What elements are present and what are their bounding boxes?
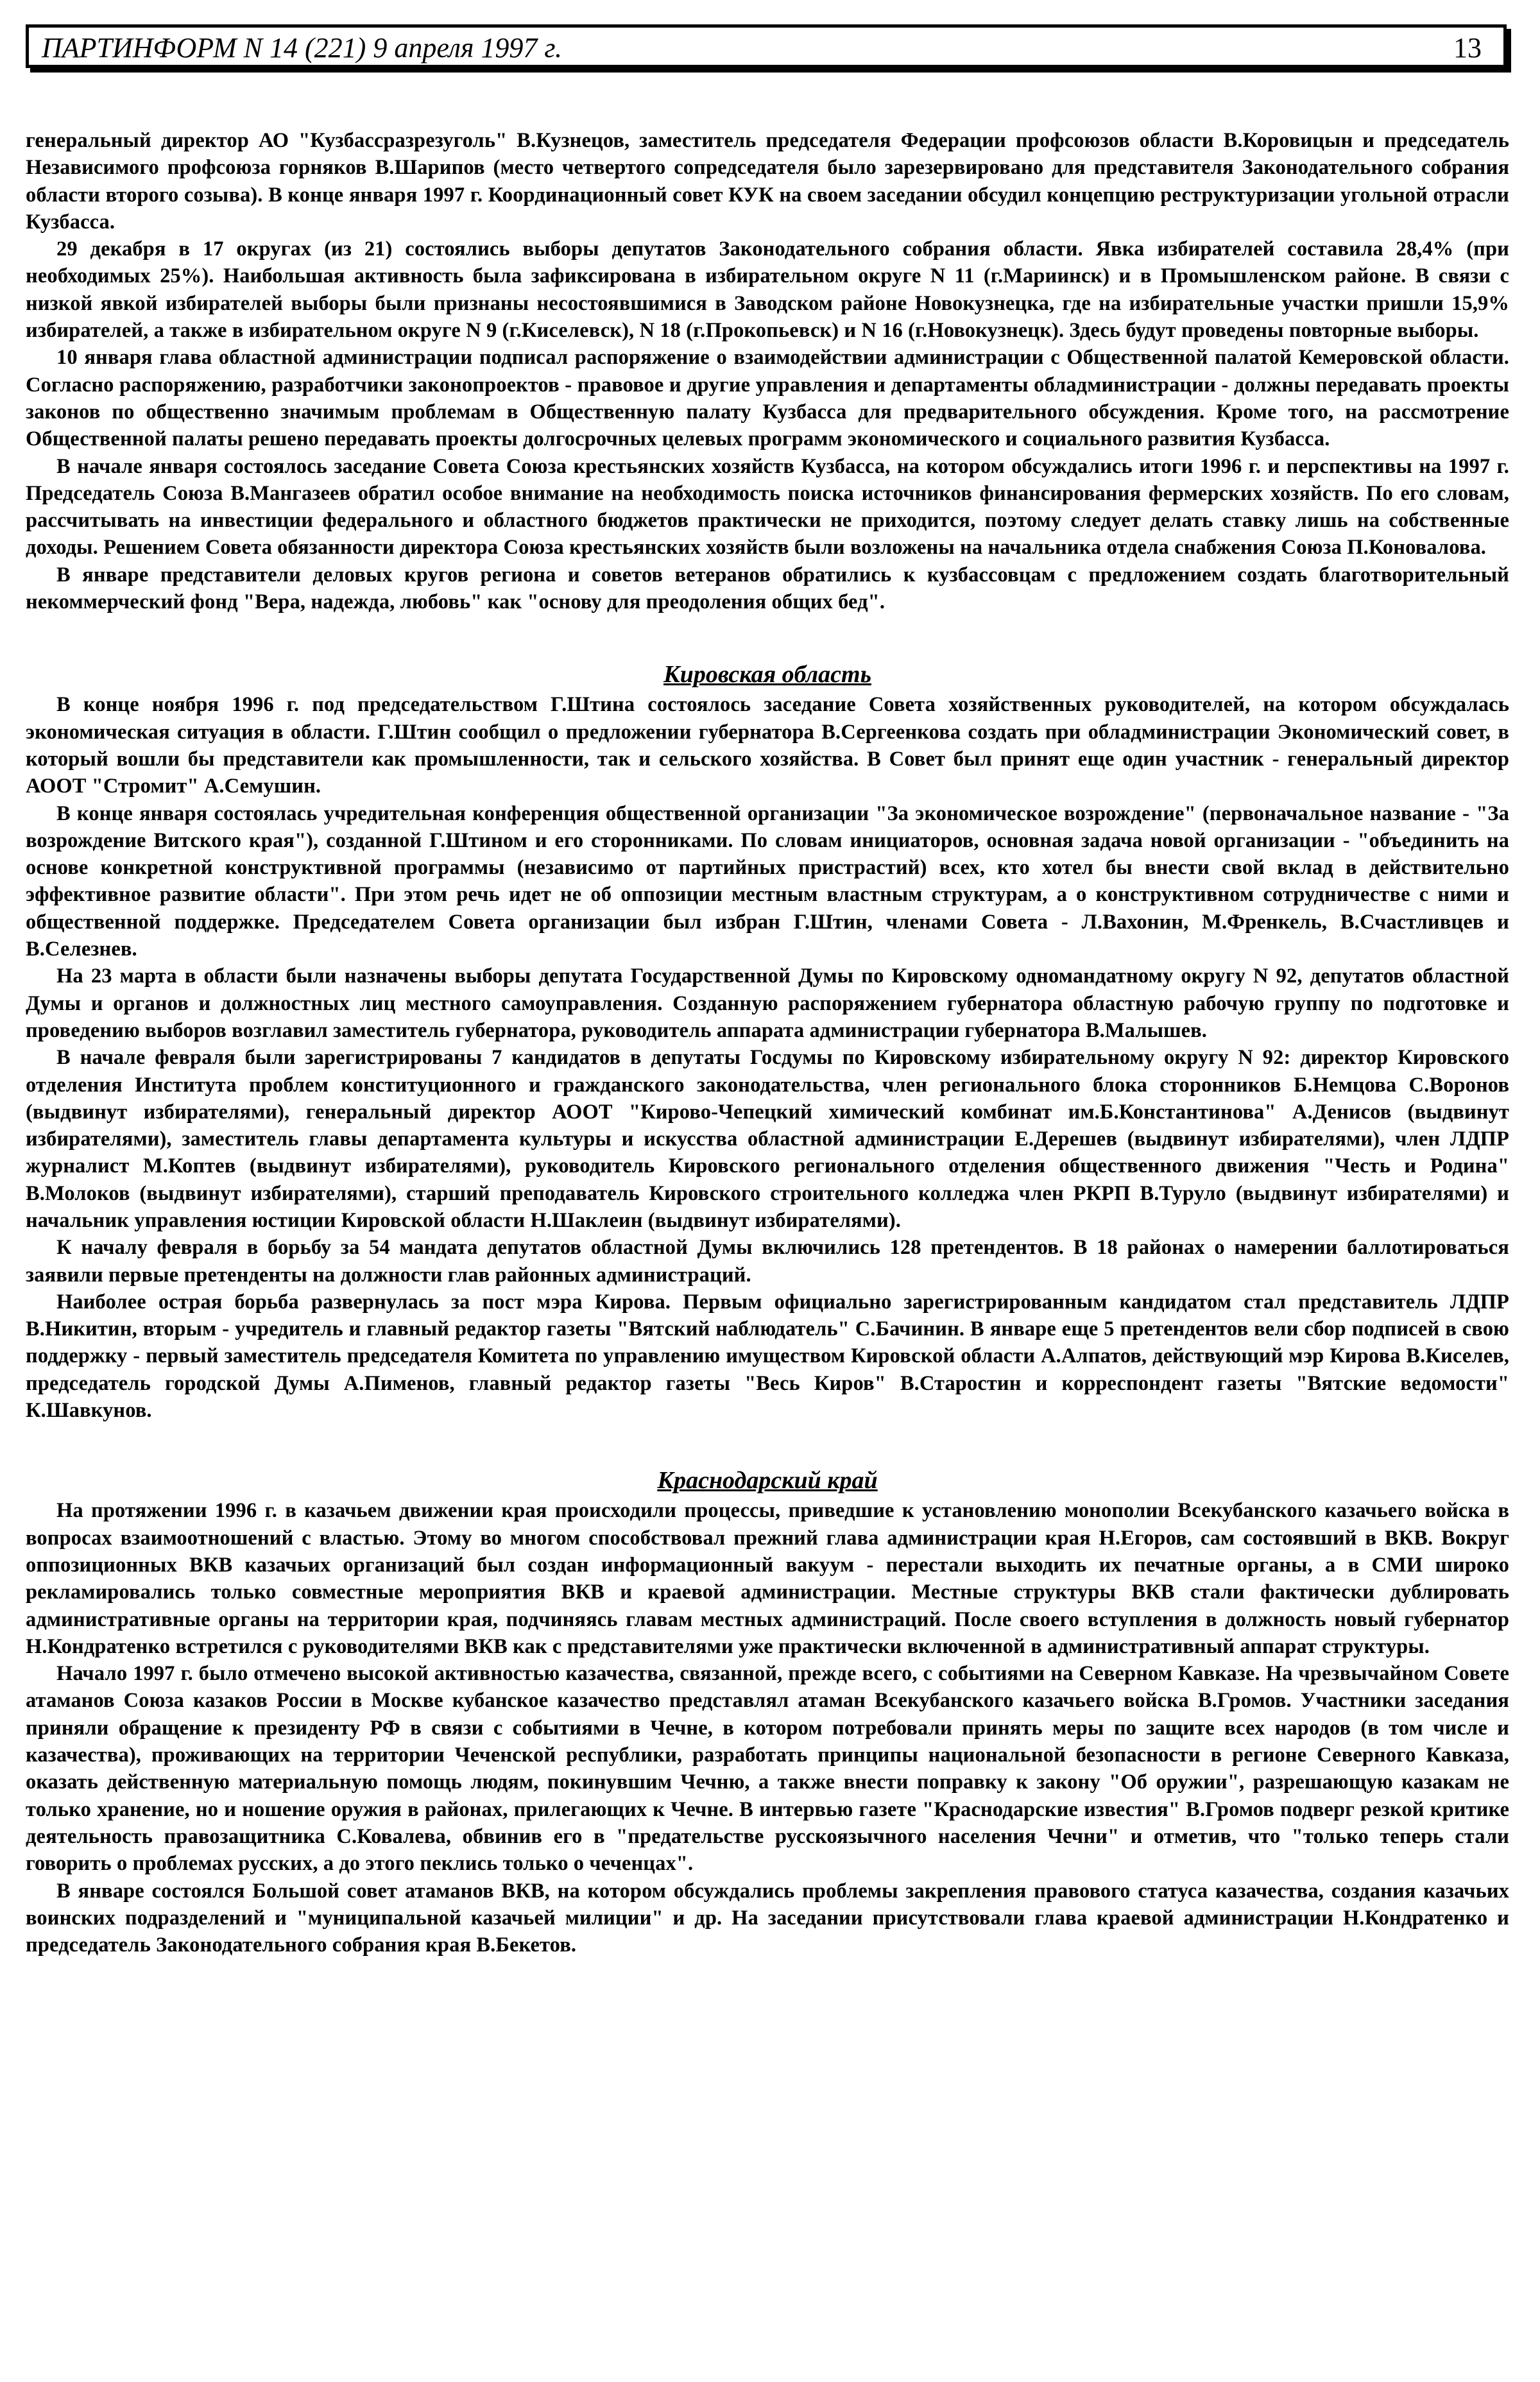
paragraph: В конце января состоялась учредительная конференция общественной организации "За экономическое возрождение" (первоначальное название - "За возрождение Витского края"), созданной Г.Штином и его сторонниками. По словам инициаторов, основная задача новой организации - "объединить на основе конкретной конструктивной программы (независимо от партийных пристрастий) всех, кто хотел бы внести свой вклад в действительно эффективное развитие области". При этом речь идет не об оппозиции местным властным структурам, а о конструктивном сотрудничестве с ними и общественной поддержке. Председателем Совета организации был избран Г.Штин, членами Совета - Л.Вахонин, М.Френкель, В.Счастливцев и В.Селезнев. [26, 801, 1509, 961]
page-number: 13 [1453, 32, 1482, 64]
section-heading-krasnodar: Краснодарский край [657, 1467, 878, 1495]
paragraph: На 23 марта в области были назначены выборы депутата Государственной Думы по Кировскому одномандатному округу N 92, депутатов областной Думы и органов и должностных лиц местного самоуправления. Созданную распоряжением губернатора областную рабочую группу по подготовке и проведению выборов возглавил заместитель губернатора, руководитель аппарата администрации губернатора В.Малышев. [26, 964, 1509, 1042]
paragraph: 10 января глава областной администрации подписал распоряжение о взаимодействии администрации с Общественной палатой Кемеровской области. Согласно распоряжению, разработчики законопроектов - правовое и другие управления и департаменты обладминистрации - должны передавать проекты законов по общественно значимым проблемам в Общественную палату Кузбасса для предварительного обсуждения. Кроме того, на рассмотрение Общественной палаты решено передавать проекты долгосрочных целевых программ экономического и социального развития Кузбасса. [26, 346, 1509, 451]
paragraph: генеральный директор АО "Кузбассразрезуголь" В.Кузнецов, заместитель председателя Федерации профсоюзов области В.Коровицын и председатель Независимого профсоюза горняков В.Шарипов (место четвертого сопредседателя было зарезервировано для представителя Законодательного собрания области второго созыва). В конце января 1997 г. Координационный совет КУК на своем заседании обсудил концепцию реструктуризации угольной отрасли Кузбасса. [26, 129, 1509, 234]
paragraph: К началу февраля в борьбу за 54 мандата депутатов областной Думы включились 128 претендентов. В 18 районах о намерении баллотироваться заявили первые претенденты на должности глав районных администраций. [26, 1236, 1509, 1287]
paragraph: В начале февраля были зарегистрированы 7 кандидатов в депутаты Госдумы по Кировскому избирательному округу N 92: директор Кировского отделения Института проблем конституционного и гражданского законодательства, член регионального блока сторонников Б.Немцова С.Воронов (выдвинут избирателями), генеральный директор АООТ "Кирово-Чепецкий химический комбинат им.Б.Константинова" А.Денисов (выдвинут избирателями), заместитель главы департамента культуры и искусства областной администрации Е.Дерешев (выдвинут избирателями), член ЛДПР журналист М.Коптев (выдвинут избирателями), руководитель Кировского регионального отделения общественного движения "Честь и Родина" В.Молоков (выдвинут избирателями), старший преподаватель Кировского строительного колледжа член РКРП В.Туруло (выдвинут избирателями) и начальник управления юстиции Кировской области Н.Шаклеин (выдвинут избирателями). [26, 1046, 1509, 1232]
publication-title: ПАРТИНФОРМ N 14 (221) 9 апреля 1997 г. [42, 32, 562, 64]
article-body [26, 127, 1509, 1958]
paragraph: В начале января состоялось заседание Совета Союза крестьянских хозяйств Кузбасса, на котором обсуждались итоги 1996 г. и перспективы на 1997 г. Председатель Союза В.Мангазеев обратил особое внимание на необходимость поиска источников финансирования фермерских хозяйств. По его словам, рассчитывать на инвестиции федерального и областного бюджетов практически не приходится, поэтому следует делать ставку лишь на собственные доходы. Решением Совета обязанности директора Союза крестьянских хозяйств были возложены на начальника отдела снабжения Союза П.Коновалова. [26, 454, 1509, 560]
paragraph: Начало 1997 г. было отмечено высокой активностью казачества, связанной, прежде всего, с событиями на Северном Кавказе. На чрезвычайном Совете атаманов Союза казаков России в Москве кубанское казачество представлял атаман Всекубанского казачьего войска В.Громов. Участники заседания приняли обращение к президенту РФ в связи с событиями в Чечне, в котором потребовали принять меры по защите всех народов (в том числе и казачества), проживающих на территории Чеченской республики, разработать принципы национальной безопасности в регионе Северного Кавказа, оказать действенную материальную помощь людям, покинувшим Чечню, а также внести поправку к закону "Об оружии", разрешающую казакам не только хранение, но и ношение оружия в районах, прилегающих к Чечне. В интервью газете "Краснодарские известия" В.Громов подверг резкой критике деятельность правозащитника С.Ковалева, обвинив его в "предательстве русскоязычного населения Чечни" и отметив, что "только теперь стали говорить о проблемах русских, а до этого пеклись только о чеченцах". [26, 1662, 1509, 1876]
paragraph: Наиболее острая борьба развернулась за пост мэра Кирова. Первым официально зарегистрированным кандидатом стал представитель ЛДПР В.Никитин, вторым - учредитель и главный редактор газеты "Вятский наблюдатель" С.Бачинин. В январе еще 5 претендентов вели сбор подписей в свою поддержку - первый заместитель председателя Комитета по управлению имуществом Кировской области А.Алпатов, действующий мэр Кирова В.Киселев, председатель городской Думы А.Пименов, главный редактор газеты "Весь Киров" В.Старостин и корреспондент газеты "Вятские ведомости" К.Шавкунов. [26, 1290, 1509, 1423]
paragraph: На протяжении 1996 г. в казачьем движении края происходили процессы, приведшие к установлению монополии Всекубанского казачьего войска в вопросах взаимоотношений с властью. Этому во многом способствовал прежний глава администрации края Н.Егоров, сам состоявший в ВКВ. Вокруг оппозиционных ВКВ казачьих организаций был создан информационный вакуум - перестали выходить их печатные органы, а в СМИ широко рекламировались только совместные мероприятия ВКВ и краевой администрации. Местные структуры ВКВ стали фактически дублировать административные органы на территории края, подчиняясь главам местных администраций. После своего вступления в должность новый губернатор Н.Кондратенко встретился с руководителями ВКВ как с представителями уже практически включенной в административный аппарат структуры. [26, 1499, 1509, 1658]
paragraph: В январе состоялся Большой совет атаманов ВКВ, на котором обсуждались проблемы закрепления правового статуса казачества, создания казачьих воинских подразделений и "муниципальной казачьей милиции" и др. На заседании присутствовали глава краевой администрации Н.Кондратенко и председатель Законодательного собрания края В.Бекетов. [26, 1879, 1509, 1957]
paragraph: 29 декабря в 17 округах (из 21) состоялись выборы депутатов Законодательного собрания области. Явка избирателей составила 28,4% (при необходимых 25%). Наибольшая активность была зафиксирована в избирательном округе N 11 (г.Мариинск) и в Промышленском районе. В связи с низкой явкой избирателей выборы были признаны несостоявшимися в Заводском районе Новокузнецка, где на избирательные участки пришли 15,9% избирателей, а также в избирательном округе N 9 (г.Киселевск), N 18 (г.Прокопьевск) и N 16 (г.Новокузнецк). Здесь будут проведены повторные выборы. [26, 237, 1509, 343]
page-header [26, 24, 1507, 68]
paragraph: В конце ноября 1996 г. под председательством Г.Штина состоялось заседание Совета хозяйственных руководителей, на котором обсуждалась экономическая ситуация в области. Г.Штин сообщил о предложении губернатора В.Сергеенкова создать при обладминистрации Экономический совет, в который вошли бы представители как промышленности, так и сельского хозяйства. В Совет был принят еще один участник - генеральный директор АООТ "Стромит" А.Семушин. [26, 693, 1509, 798]
section-heading-kirov: Кировская область [663, 661, 871, 689]
paragraph: В январе представители деловых кругов региона и советов ветеранов обратились к кузбассовцам с предложением создать благотворительный некоммерческий фонд "Вера, надежда, любовь" как "основу для преодоления общих бед". [26, 563, 1509, 614]
